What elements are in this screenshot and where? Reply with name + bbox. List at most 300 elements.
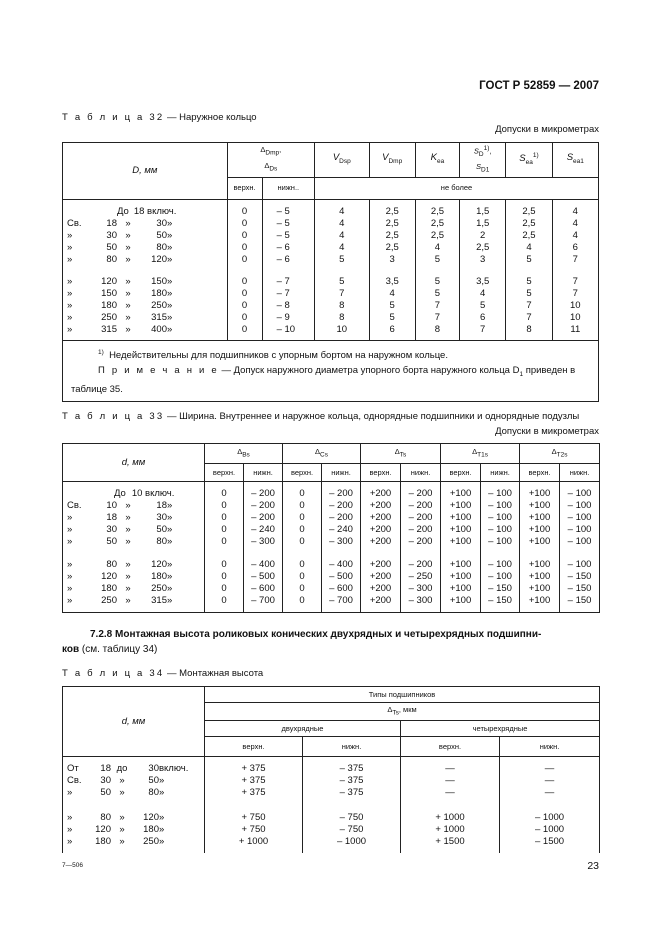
table33-header-group xyxy=(441,444,520,464)
spacer-cell xyxy=(560,607,600,612)
row-label-part: 30 xyxy=(100,775,111,786)
table-cell: 0 xyxy=(227,242,262,254)
table-cell: – 100 xyxy=(481,571,520,583)
row-label-part: » xyxy=(67,595,73,606)
table-row xyxy=(63,524,600,536)
row-label xyxy=(63,254,228,266)
delta-subscript: Ts xyxy=(399,451,407,459)
table32-caption-prefix: Т а б л и ц а 32 xyxy=(62,112,165,123)
table-cell: — xyxy=(500,757,600,776)
row-label xyxy=(63,230,228,242)
table-spacer-row xyxy=(63,266,599,276)
spacer-cell xyxy=(303,799,401,812)
table-cell: – 200 xyxy=(401,536,441,548)
table-cell: + 750 xyxy=(205,812,303,824)
table-cell: +100 xyxy=(520,571,560,583)
table-cell: 0 xyxy=(227,300,262,312)
row-label-part: » xyxy=(125,311,131,323)
spacer-cell xyxy=(500,799,600,812)
table33-header-upper: верхн. xyxy=(283,464,322,482)
table-cell: – 700 xyxy=(244,595,283,607)
row-label-part: 120 xyxy=(143,812,159,823)
spacer-cell xyxy=(460,266,506,276)
table-row xyxy=(63,218,599,230)
table-spacer-row xyxy=(63,548,600,559)
row-label-part: 250 xyxy=(151,583,167,594)
table-cell: – 375 xyxy=(303,775,401,787)
table32-header-d: D, мм xyxy=(63,143,228,200)
row-label-part: » xyxy=(167,217,173,229)
table-cell: +100 xyxy=(520,536,560,548)
table-row xyxy=(63,512,600,524)
table-cell: – 100 xyxy=(560,500,600,512)
row-label-part: » xyxy=(67,536,73,547)
delta-subscript: T2s xyxy=(556,451,568,459)
table-cell: – 100 xyxy=(560,524,600,536)
table-row xyxy=(63,288,599,300)
row-label-part: » xyxy=(159,787,165,798)
row-label-part: 180 xyxy=(151,287,167,299)
table32-header-vdmp: $V_{Dmp}$ xyxy=(369,143,415,178)
spacer-cell xyxy=(303,848,401,853)
delta-symbol: Δ xyxy=(237,446,243,456)
row-label-part: » xyxy=(167,253,173,265)
row-label-part: 18 включ. xyxy=(133,205,177,217)
table-cell: – 240 xyxy=(322,524,361,536)
table-cell: – 150 xyxy=(560,595,600,607)
row-label-part: » xyxy=(125,287,131,299)
table-row xyxy=(63,775,600,787)
table-cell: 7 xyxy=(552,276,598,288)
row-label-part: » xyxy=(167,323,173,335)
table-cell: +100 xyxy=(441,571,481,583)
table-cell: – 500 xyxy=(322,571,361,583)
table-cell: 0 xyxy=(205,583,244,595)
row-label-part: » xyxy=(167,241,173,253)
table-cell: +200 xyxy=(361,536,401,548)
table-cell: +200 xyxy=(361,583,401,595)
table-cell: +100 xyxy=(441,559,481,571)
row-label-part: » xyxy=(167,536,173,547)
table33-header-group xyxy=(361,444,441,464)
row-label-part: 180 xyxy=(151,571,167,582)
spacer-cell xyxy=(205,848,303,853)
row-label-part: 120 xyxy=(95,824,111,835)
table-cell: +100 xyxy=(520,500,560,512)
row-label xyxy=(63,242,228,254)
row-label-part: Св. xyxy=(67,775,82,786)
table32-footnote: $^{1)}$ Недействительны для подшипников с упорным бортом на наружном кольце. xyxy=(98,349,448,362)
row-label xyxy=(63,536,205,548)
row-label xyxy=(63,787,205,799)
spacer-cell xyxy=(315,266,370,276)
row-label-part: 120 xyxy=(101,275,117,287)
row-label-part: 18 xyxy=(106,217,117,229)
table-row xyxy=(63,787,600,799)
row-label-part: » xyxy=(67,571,73,582)
row-label-part: 315 xyxy=(101,323,117,335)
table-cell: +100 xyxy=(441,512,481,524)
table-cell: 2,5 xyxy=(369,230,415,242)
row-label-part: 80 xyxy=(106,559,117,570)
row-label-part: 315 xyxy=(151,311,167,323)
table-row xyxy=(63,312,599,324)
footer-code: 7—506 xyxy=(62,862,83,869)
table33 xyxy=(62,443,600,613)
table-cell: 0 xyxy=(227,312,262,324)
row-label-part: » xyxy=(125,229,131,241)
row-label-part: 10 xyxy=(106,500,117,511)
table34-header-lower-2: нижн. xyxy=(500,737,600,757)
table-cell: 0 xyxy=(227,199,262,218)
table-cell: – 300 xyxy=(401,583,441,595)
table-row xyxy=(63,324,599,336)
row-label-part: 18 xyxy=(106,512,117,523)
spacer-cell xyxy=(227,266,262,276)
table33-header-group xyxy=(520,444,600,464)
table32-header-delta: $\Delta_{Dmp}$, $\Delta_{Ds}$ xyxy=(227,143,314,178)
table-cell: – 150 xyxy=(481,595,520,607)
table-row xyxy=(63,242,599,254)
table-cell: — xyxy=(401,757,500,776)
table-cell: – 6 xyxy=(262,242,314,254)
table-cell: — xyxy=(500,787,600,799)
table33-header-lower: нижн. xyxy=(244,464,283,482)
table-row xyxy=(63,836,600,848)
table-cell: – 100 xyxy=(481,500,520,512)
table-cell: — xyxy=(401,775,500,787)
row-label-part xyxy=(67,488,114,500)
table-cell: 8 xyxy=(315,312,370,324)
row-label-part: » xyxy=(125,253,131,265)
table33-header-upper: верхн. xyxy=(520,464,560,482)
table-cell: 0 xyxy=(205,595,244,607)
row-label-part: » xyxy=(167,275,173,287)
table-cell: 0 xyxy=(283,559,322,571)
table-row xyxy=(63,276,599,288)
table33-header-lower: нижн. xyxy=(560,464,600,482)
row-label-part: 18 xyxy=(156,500,167,511)
table-cell: – 200 xyxy=(322,482,361,501)
table-row xyxy=(63,812,600,824)
spacer-cell xyxy=(244,607,283,612)
table-cell: 0 xyxy=(205,512,244,524)
table-cell: 0 xyxy=(283,595,322,607)
row-label-part: 50 xyxy=(106,241,117,253)
row-label xyxy=(63,571,205,583)
table-cell: 7 xyxy=(552,254,598,266)
spacer-cell xyxy=(262,266,314,276)
table-cell: 5 xyxy=(460,300,506,312)
spacer-cell xyxy=(361,607,401,612)
row-label xyxy=(63,757,205,776)
table-cell: – 300 xyxy=(244,536,283,548)
spacer-cell xyxy=(520,548,560,559)
table-cell: – 375 xyxy=(303,787,401,799)
table-cell: – 700 xyxy=(322,595,361,607)
table-cell: 10 xyxy=(552,312,598,324)
row-label-part: » xyxy=(125,299,131,311)
row-label xyxy=(63,512,205,524)
row-label-part: » xyxy=(119,787,125,798)
spacer-cell xyxy=(415,266,459,276)
delta-subscript: Bs xyxy=(242,451,250,459)
table-cell: – 8 xyxy=(262,300,314,312)
row-label-part: » xyxy=(125,217,131,229)
row-label-part: » xyxy=(159,775,165,786)
table-cell: + 1000 xyxy=(205,836,303,848)
table-cell: 4 xyxy=(369,288,415,300)
table-cell: 0 xyxy=(283,571,322,583)
row-label-part: 10 включ. xyxy=(131,488,175,499)
table-cell: 4 xyxy=(315,199,370,218)
table-cell: – 100 xyxy=(481,559,520,571)
row-label xyxy=(63,824,205,836)
table-cell: 4 xyxy=(315,218,370,230)
table-cell: 0 xyxy=(205,482,244,501)
table-cell: 5 xyxy=(506,288,552,300)
table-row xyxy=(63,199,599,218)
delta-symbol: Δ xyxy=(394,446,400,456)
table-row xyxy=(63,254,599,266)
table-cell: 0 xyxy=(205,524,244,536)
table-cell: – 7 xyxy=(262,276,314,288)
spacer-cell xyxy=(205,799,303,812)
table-cell: – 200 xyxy=(322,500,361,512)
table32-note: П р и м е ч а н и е — Допуск наружного диаметра упорного борта наружного кольца $D_1$ приведен в xyxy=(98,365,576,379)
table-cell: – 200 xyxy=(401,512,441,524)
table-cell: – 100 xyxy=(481,512,520,524)
table33-caption: Т а б л и ц а 33 — Ширина. Внутреннее и наружное кольца, однорядные подшипники и однорядные подузлы xyxy=(62,411,580,422)
table-cell: – 200 xyxy=(401,500,441,512)
row-label-part: 30 xyxy=(148,763,159,774)
row-label-part: 120 xyxy=(101,571,117,582)
spacer-cell xyxy=(441,548,481,559)
row-label-part xyxy=(67,206,117,218)
table34-header-double: двухрядные xyxy=(205,721,401,737)
table-row xyxy=(63,571,600,583)
row-label-part: 50 xyxy=(156,229,167,241)
table-cell: + 750 xyxy=(205,824,303,836)
page-number: 23 xyxy=(587,860,599,872)
row-label-part: » xyxy=(67,524,73,535)
row-label-part: » xyxy=(167,595,173,606)
row-label-part: » xyxy=(67,787,73,798)
table-cell: 5 xyxy=(415,276,459,288)
spacer-cell xyxy=(500,848,600,853)
table-cell: 3,5 xyxy=(460,276,506,288)
table-cell: – 200 xyxy=(401,524,441,536)
table-cell: – 100 xyxy=(560,559,600,571)
table33-header-upper: верхн. xyxy=(361,464,401,482)
table32-caption-title: — Наружное кольцо xyxy=(164,112,257,123)
delta-symbol: Δ xyxy=(315,446,321,456)
table-cell: 0 xyxy=(205,571,244,583)
row-label-part: 30 xyxy=(156,217,167,229)
row-label-part: » xyxy=(119,824,125,835)
table-cell: 0 xyxy=(227,276,262,288)
table-cell: – 1000 xyxy=(500,812,600,824)
row-label-part: 80 xyxy=(148,787,159,798)
table-cell: 1,5 xyxy=(460,218,506,230)
table-cell: 6 xyxy=(369,324,415,336)
table-cell: – 300 xyxy=(322,536,361,548)
table32-notes xyxy=(63,341,599,402)
table-cell: +100 xyxy=(520,482,560,501)
spacer-cell xyxy=(205,548,244,559)
table-cell: – 1500 xyxy=(500,836,600,848)
table-cell: — xyxy=(500,775,600,787)
row-label-part: » xyxy=(159,812,165,823)
table34-caption: Т а б л и ц а 34 — Монтажная высота xyxy=(62,668,264,679)
spacer-cell xyxy=(322,548,361,559)
row-label-part: до xyxy=(116,763,128,774)
table-cell: 5 xyxy=(315,276,370,288)
table-cell: 7 xyxy=(315,288,370,300)
table-cell: 5 xyxy=(506,254,552,266)
table-cell: – 5 xyxy=(262,218,314,230)
table32-header-sea: $S_{ea}^{1)}$ xyxy=(506,143,552,178)
table-cell: 2,5 xyxy=(415,218,459,230)
table-cell: 4 xyxy=(506,242,552,254)
row-label xyxy=(63,775,205,787)
row-label-part: » xyxy=(119,775,125,786)
table-cell: 4 xyxy=(315,242,370,254)
row-label-part: 120 xyxy=(151,253,167,265)
row-label-part: » xyxy=(167,299,173,311)
row-label-part: » xyxy=(167,559,173,570)
table33-header-upper: верхн. xyxy=(441,464,481,482)
table-cell: 0 xyxy=(205,500,244,512)
delta-symbol: Δ xyxy=(551,446,557,456)
row-label-part: » xyxy=(167,287,173,299)
table-cell: — xyxy=(401,787,500,799)
table-cell: + 375 xyxy=(205,757,303,776)
spacer-cell xyxy=(63,266,228,276)
spacer-cell xyxy=(244,548,283,559)
table-row xyxy=(63,536,600,548)
table-cell: + 1500 xyxy=(401,836,500,848)
row-label-part: » xyxy=(167,571,173,582)
row-label-part: » xyxy=(67,583,73,594)
row-label-part: » xyxy=(67,559,73,570)
row-label-part: » xyxy=(167,583,173,594)
table34-header-upper-2: верхн. xyxy=(401,737,500,757)
spacer-cell xyxy=(401,548,441,559)
spacer-cell xyxy=(63,548,205,559)
row-label xyxy=(63,836,205,848)
table-cell: – 100 xyxy=(481,536,520,548)
row-label-part: 120 xyxy=(151,559,167,570)
table-row xyxy=(63,757,600,776)
table-row xyxy=(63,559,600,571)
row-label xyxy=(63,300,228,312)
table-cell: 0 xyxy=(227,324,262,336)
table-cell: – 150 xyxy=(560,571,600,583)
row-label xyxy=(63,559,205,571)
delta-symbol: Δ xyxy=(472,446,478,456)
table-row xyxy=(63,500,600,512)
table-cell: +100 xyxy=(441,482,481,501)
row-label xyxy=(63,199,228,218)
table-row xyxy=(63,824,600,836)
spacer-cell xyxy=(369,266,415,276)
row-label-part: 50 xyxy=(156,524,167,535)
table32 xyxy=(62,142,599,402)
delta-subscript: T1s xyxy=(477,451,488,459)
table-cell: 7 xyxy=(506,300,552,312)
table-cell: +100 xyxy=(520,595,560,607)
table-cell: +200 xyxy=(361,571,401,583)
table-cell: – 750 xyxy=(303,812,401,824)
table-cell: – 10 xyxy=(262,324,314,336)
row-label xyxy=(63,324,228,336)
table-spacer-row xyxy=(63,607,600,612)
table-cell: 4 xyxy=(315,230,370,242)
table33-header-lower: нижн. xyxy=(322,464,361,482)
row-label xyxy=(63,288,228,300)
table-cell: – 750 xyxy=(303,824,401,836)
row-label-part: До xyxy=(117,205,129,217)
row-label-part: » xyxy=(125,275,131,287)
row-label-part: » xyxy=(125,571,131,582)
spacer-cell xyxy=(361,548,401,559)
table-cell: 0 xyxy=(205,536,244,548)
table-cell: + 375 xyxy=(205,787,303,799)
table-cell: +100 xyxy=(441,524,481,536)
table-cell: +200 xyxy=(361,595,401,607)
row-label xyxy=(63,218,228,230)
row-label xyxy=(63,812,205,824)
table34-header-d: d, мм xyxy=(63,687,205,757)
table-cell: 0 xyxy=(227,218,262,230)
table34-header-quad: четырехрядные xyxy=(401,721,600,737)
row-label-part: 250 xyxy=(143,836,159,847)
table-cell: +100 xyxy=(520,524,560,536)
spacer-cell xyxy=(63,607,205,612)
spacer-cell xyxy=(322,607,361,612)
table-cell: 0 xyxy=(227,230,262,242)
table-cell: +200 xyxy=(361,559,401,571)
table-cell: 4 xyxy=(552,199,598,218)
table-cell: 7 xyxy=(415,312,459,324)
table-cell: 2,5 xyxy=(415,230,459,242)
table33-units-note: Допуски в микрометрах xyxy=(495,426,599,437)
table-cell: 5 xyxy=(415,288,459,300)
table-cell: 3,5 xyxy=(369,276,415,288)
table-cell: + 1000 xyxy=(401,824,500,836)
table-cell: 2,5 xyxy=(460,242,506,254)
table-spacer-row xyxy=(63,848,600,853)
table-cell: +200 xyxy=(361,512,401,524)
row-label-part: » xyxy=(125,583,131,594)
row-label-part: Св. xyxy=(67,217,82,229)
table-cell: – 100 xyxy=(481,482,520,501)
spacer-cell xyxy=(63,799,205,812)
row-label-part: » xyxy=(159,824,165,835)
table-cell: 3 xyxy=(460,254,506,266)
spacer-cell xyxy=(283,607,322,612)
table32-caption xyxy=(62,112,257,123)
row-label-part: » xyxy=(167,229,173,241)
spacer-cell xyxy=(401,799,500,812)
delta-subscript: Cs xyxy=(320,451,328,459)
table-cell: +100 xyxy=(520,583,560,595)
table34-header-lower-1: нижн. xyxy=(303,737,401,757)
table-cell: 7 xyxy=(415,300,459,312)
table-cell: 0 xyxy=(283,482,322,501)
table-cell: 4 xyxy=(460,288,506,300)
